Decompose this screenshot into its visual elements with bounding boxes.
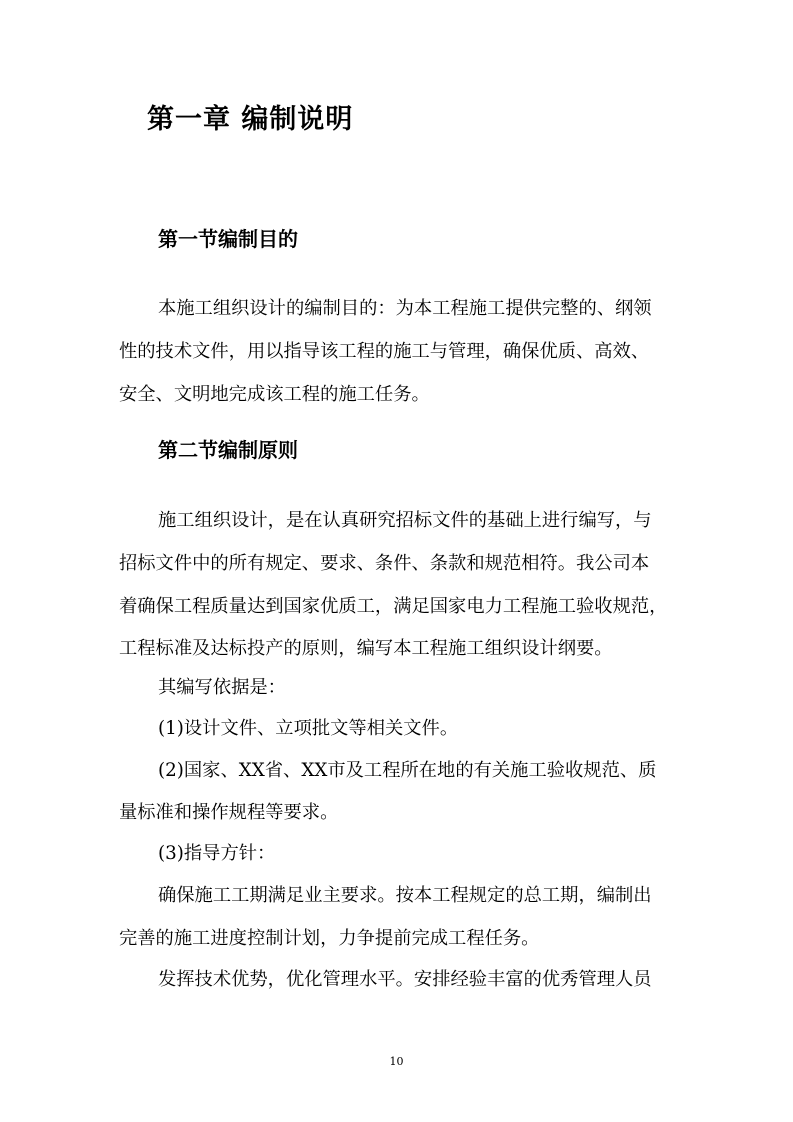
section-title-principles: 第二节编制原则 <box>158 438 298 462</box>
paragraph-line: 完善的施工进度控制计划，力争提前完成工程任务。 <box>119 928 540 949</box>
list-item: (3)指导方针： <box>158 843 276 864</box>
paragraph-line: 安全、文明地完成该工程的施工任务。 <box>119 384 430 405</box>
paragraph-line: 确保施工工期满足业主要求。按本工程规定的总工期，编制出 <box>158 885 652 906</box>
chapter-title: 第一章 编制说明 <box>147 104 354 135</box>
paragraph-line: 其编写依据是： <box>158 677 286 698</box>
paragraph-line: 工程标准及达标投产的原则，编写本工程施工组织设计纲要。 <box>119 638 613 659</box>
paragraph-line: 量标准和操作规程等要求。 <box>119 802 339 823</box>
paragraph-line: 施工组织设计，是在认真研究招标文件的基础上进行编写，与 <box>158 510 652 531</box>
list-item: (2)国家、XX省、XX市及工程所在地的有关施工验收规范、质 <box>158 760 657 781</box>
page-number: 10 <box>389 1055 404 1068</box>
paragraph-line: 招标文件中的所有规定、要求、条件、条款和规范相符。我公司本 <box>119 553 650 574</box>
paragraph-line: 本施工组织设计的编制目的：为本工程施工提供完整的、纲领 <box>158 298 652 319</box>
list-item: (1)设计文件、立项批文等相关文件。 <box>158 718 459 739</box>
paragraph-line: 性的技术文件，用以指导该工程的施工与管理，确保优质、高效、 <box>119 341 650 362</box>
paragraph-line: 发挥技术优势，优化管理水平。安排经验丰富的优秀管理人员 <box>158 969 652 990</box>
paragraph-line: 着确保工程质量达到国家优质工，满足国家电力工程施工验收规范， <box>119 596 668 617</box>
section-title-purpose: 第一节编制目的 <box>158 227 298 251</box>
